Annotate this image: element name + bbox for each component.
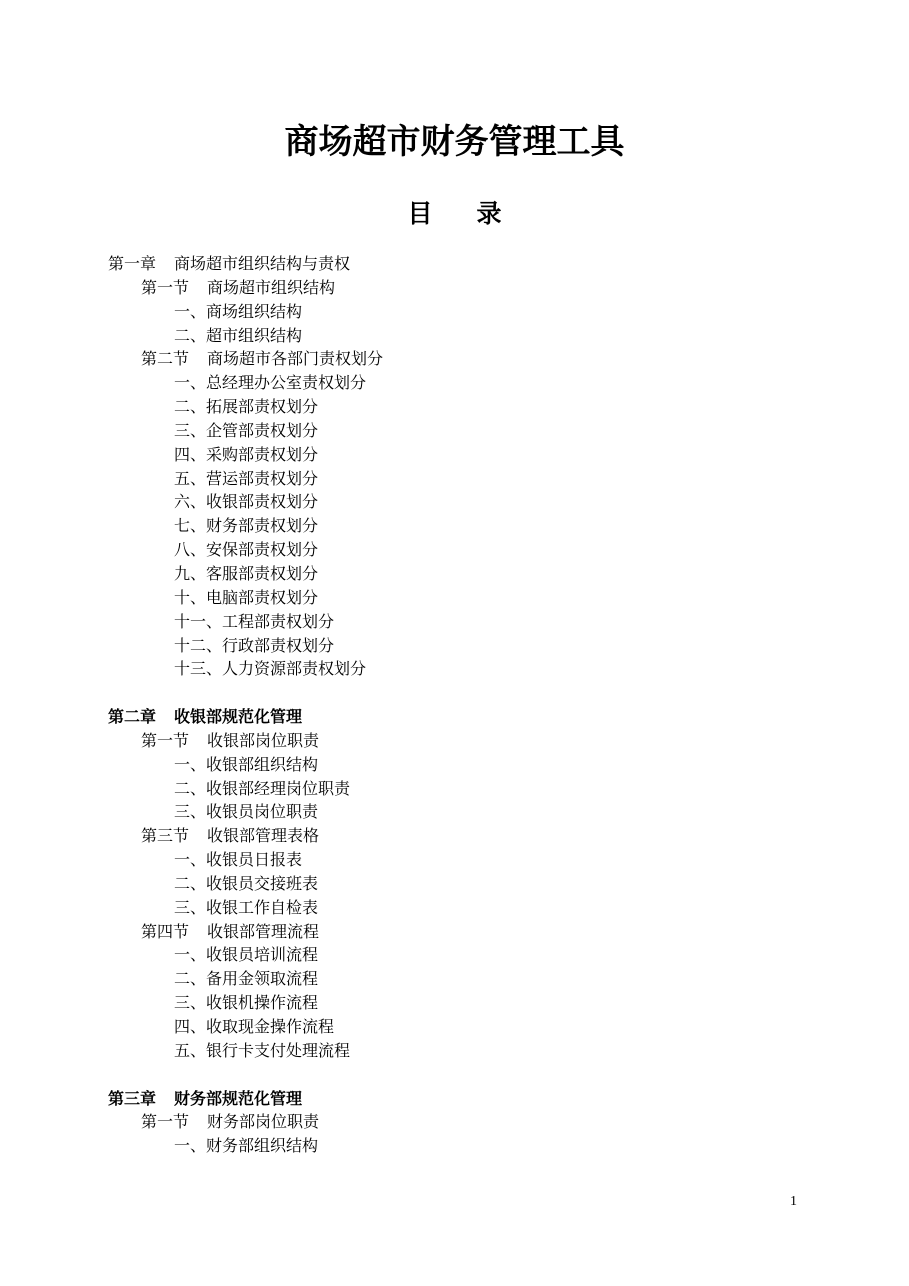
toc-item-title: 一、收银员日报表 [174,850,303,870]
toc-section-number: 第一节 [141,730,190,750]
document-title: 商场超市财务管理工具 [284,122,625,162]
toc-section-title: 收银部管理表格 [207,826,320,846]
toc-item-entry[interactable] [108,1015,808,1039]
toc-section-number: 第一节 [141,1112,190,1132]
toc-section-number: 第一节 [141,277,190,297]
toc-blank-line [108,681,808,705]
toc-item-entry[interactable] [108,1134,808,1158]
toc-chapter-entry[interactable] [108,1087,808,1111]
toc-section-entry[interactable] [108,1110,808,1134]
toc-item-entry[interactable] [108,657,808,681]
toc-section-title: 收银部岗位职责 [207,730,320,750]
toc-item-entry[interactable] [108,538,808,562]
toc-item-entry[interactable] [108,634,808,658]
toc-section-entry[interactable] [108,824,808,848]
toc-chapter-number: 第三章 [108,1088,157,1108]
toc-item-entry[interactable] [108,514,808,538]
toc-item-entry[interactable] [108,848,808,872]
toc-chapter-title: 商场超市组织结构与责权 [174,254,351,273]
toc-chapter-title: 财务部规范化管理 [174,1088,303,1108]
toc-item-title: 三、收银机操作流程 [174,993,319,1013]
toc-section-title: 收银部管理流程 [207,921,320,941]
toc-item-title: 四、采购部责权划分 [174,444,319,464]
toc-item-entry[interactable] [108,562,808,586]
toc-item-title: 二、备用金领取流程 [174,969,319,989]
toc-item-entry[interactable] [108,800,808,824]
toc-item-entry[interactable] [108,490,808,514]
toc-section-entry[interactable] [108,729,808,753]
toc-item-title: 一、商场组织结构 [174,301,303,321]
toc-heading-char-1: 目 [407,199,433,228]
toc-item-entry[interactable] [108,419,808,443]
toc-chapter-number: 第一章 [108,254,157,273]
toc-item-entry[interactable] [108,991,808,1015]
toc-item-title: 五、银行卡支付处理流程 [174,1040,351,1060]
toc-heading-char-2: 录 [476,199,502,228]
toc-section-entry[interactable] [108,920,808,944]
toc-section-number: 第四节 [141,921,190,941]
toc-item-entry[interactable] [108,896,808,920]
toc-item-entry[interactable] [108,753,808,777]
toc-item-entry[interactable] [108,943,808,967]
toc-section-entry[interactable] [108,276,808,300]
toc-blank-line [108,1063,808,1087]
table-of-contents [108,252,808,1158]
toc-item-title: 二、拓展部责权划分 [174,397,319,417]
toc-chapter-number: 第二章 [108,707,157,727]
toc-item-title: 二、超市组织结构 [174,325,303,345]
toc-item-title: 一、总经理办公室责权划分 [174,373,367,393]
toc-section-title: 商场超市各部门责权划分 [207,349,384,369]
toc-item-title: 三、收银员岗位职责 [174,802,319,822]
toc-item-title: 四、收取现金操作流程 [174,1017,335,1036]
toc-item-title: 五、营运部责权划分 [174,468,319,488]
toc-item-title: 二、收银员交接班表 [174,873,319,893]
toc-heading [0,196,909,232]
toc-item-entry[interactable] [108,300,808,324]
toc-section-entry[interactable] [108,347,808,371]
toc-item-title: 七、财务部责权划分 [174,516,319,536]
toc-item-title: 三、企管部责权划分 [174,420,319,440]
toc-item-title: 十二、行政部责权划分 [174,635,335,655]
toc-item-title: 二、收银部经理岗位职责 [174,778,351,798]
toc-item-title: 一、收银员培训流程 [174,945,319,965]
toc-section-number: 第三节 [141,826,190,846]
toc-item-entry[interactable] [108,610,808,634]
toc-item-entry[interactable] [108,1039,808,1063]
toc-chapter-title: 收银部规范化管理 [174,707,303,727]
toc-item-entry[interactable] [108,324,808,348]
toc-item-title: 八、安保部责权划分 [174,540,319,560]
toc-item-entry[interactable] [108,967,808,991]
toc-item-title: 九、客服部责权划分 [174,563,319,583]
toc-item-entry[interactable] [108,872,808,896]
toc-section-title: 商场超市组织结构 [207,277,336,297]
toc-item-entry[interactable] [108,395,808,419]
toc-item-entry[interactable] [108,586,808,610]
toc-item-entry[interactable] [108,777,808,801]
toc-item-title: 六、收银部责权划分 [174,492,319,512]
toc-item-entry[interactable] [108,371,808,395]
toc-section-title: 财务部岗位职责 [207,1112,320,1132]
toc-item-entry[interactable] [108,467,808,491]
toc-item-title: 十一、工程部责权划分 [174,611,335,631]
toc-item-title: 一、财务部组织结构 [174,1136,319,1156]
page-number: 1 [790,1194,797,1209]
toc-item-title: 三、收银工作自检表 [174,897,319,917]
toc-item-title: 十、电脑部责权划分 [174,587,319,607]
toc-chapter-entry[interactable] [108,252,808,276]
toc-item-title: 一、收银部组织结构 [174,754,319,774]
toc-section-number: 第二节 [141,349,190,369]
toc-item-entry[interactable] [108,443,808,467]
toc-chapter-entry[interactable] [108,705,808,729]
toc-item-title: 十三、人力资源部责权划分 [174,659,367,679]
